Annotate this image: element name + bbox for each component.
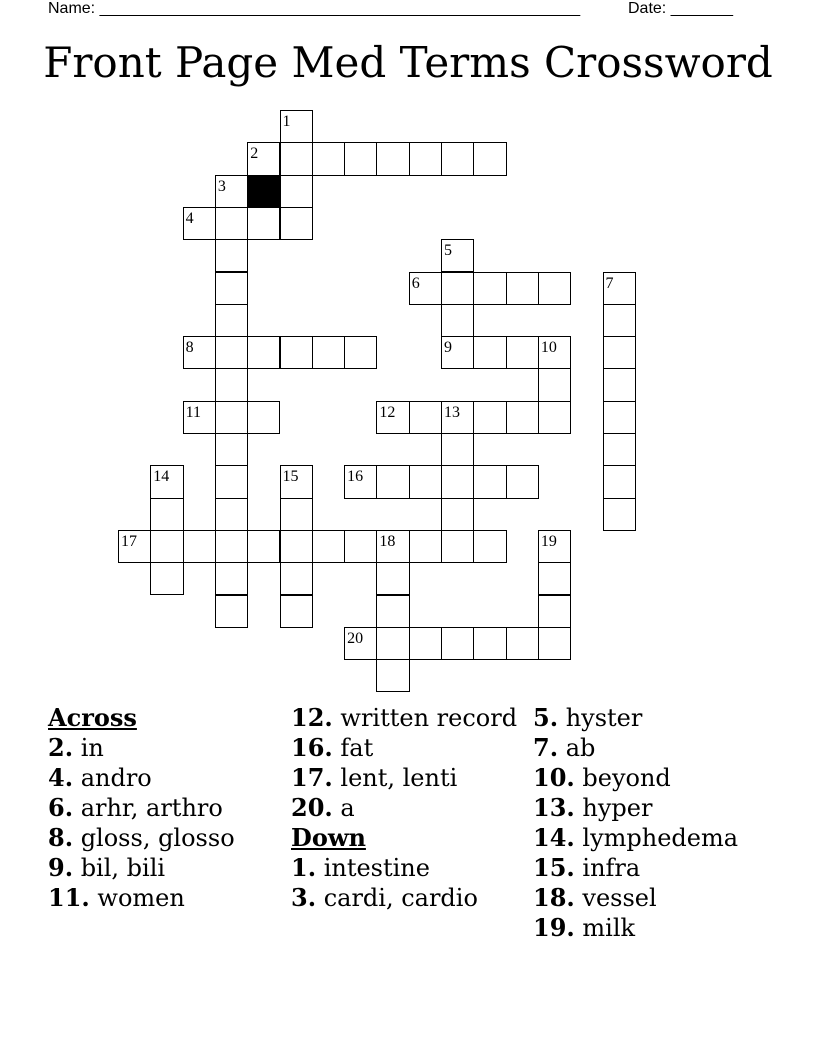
clue-number: 14. <box>533 823 575 852</box>
clue-item <box>291 853 531 883</box>
grid-cell[interactable] <box>215 401 248 434</box>
clue-item <box>291 703 531 733</box>
grid-cell[interactable] <box>441 272 474 305</box>
grid-cell[interactable] <box>280 530 313 563</box>
clue-number: 1. <box>291 853 317 882</box>
clue-number: 4. <box>48 763 74 792</box>
clue-item <box>533 823 813 853</box>
clue-number: 17. <box>291 763 333 792</box>
clue-text: lymphedema <box>574 824 739 852</box>
clue-number: 5. <box>533 703 559 732</box>
clue-number: 20. <box>291 793 333 822</box>
clue-number: 7. <box>533 733 559 762</box>
grid-cell[interactable] <box>150 530 183 563</box>
grid-cell[interactable] <box>376 142 409 175</box>
grid-cell[interactable] <box>473 272 506 305</box>
clue-number: 2. <box>48 733 74 762</box>
grid-cell[interactable] <box>538 627 571 660</box>
grid-cell[interactable] <box>215 272 248 305</box>
cell-number: 12 <box>379 403 396 421</box>
grid-cell[interactable] <box>441 304 474 337</box>
clue-number: 8. <box>48 823 74 852</box>
clue-item <box>48 823 288 853</box>
clue-text: vessel <box>574 884 657 912</box>
grid-cell[interactable] <box>506 336 539 369</box>
grid-cell[interactable] <box>441 530 474 563</box>
grid-cell[interactable] <box>409 530 442 563</box>
clue-heading: Across <box>48 703 137 732</box>
grid-cell[interactable] <box>215 433 248 466</box>
grid-cell[interactable] <box>280 142 313 175</box>
grid-cell[interactable] <box>603 465 636 498</box>
clue-item <box>48 883 288 913</box>
grid-cell[interactable] <box>409 142 442 175</box>
grid-cell[interactable] <box>473 627 506 660</box>
clue-text: hyper <box>574 794 653 822</box>
grid-cell[interactable] <box>473 142 506 175</box>
cell-number: 10 <box>540 339 557 357</box>
clue-text: intestine <box>316 854 430 882</box>
grid-cell[interactable] <box>215 336 248 369</box>
grid-cell[interactable] <box>603 304 636 337</box>
grid-cell[interactable] <box>280 175 313 208</box>
clue-text: written record <box>332 704 518 732</box>
grid-cell[interactable] <box>538 562 571 595</box>
cell-number: 7 <box>605 274 614 292</box>
cell-number: 5 <box>444 242 452 260</box>
grid-cell[interactable] <box>409 465 442 498</box>
grid-cell[interactable] <box>409 627 442 660</box>
clue-number: 3. <box>291 883 317 912</box>
grid-cell[interactable] <box>441 465 474 498</box>
clue-text: andro <box>73 764 152 792</box>
page-title: Front Page Med Terms Crossword <box>43 38 773 87</box>
cell-number: 16 <box>347 468 364 486</box>
clue-number: 18. <box>533 883 575 912</box>
name-field[interactable]: Name: ______________________________________________________ <box>48 0 581 17</box>
grid-cell[interactable] <box>506 401 539 434</box>
clue-item <box>533 763 813 793</box>
clue-text: infra <box>574 854 641 882</box>
clue-item <box>533 733 813 763</box>
black-square <box>247 175 280 208</box>
grid-cell[interactable] <box>538 401 571 434</box>
clue-column-2 <box>291 703 531 913</box>
clue-number: 13. <box>533 793 575 822</box>
grid-cell[interactable] <box>344 336 377 369</box>
grid-cell[interactable] <box>473 530 506 563</box>
cell-number: 13 <box>444 403 460 421</box>
cell-number: 17 <box>121 532 137 550</box>
clue-item <box>48 733 288 763</box>
clue-number: 15. <box>533 853 575 882</box>
grid-cell[interactable] <box>538 368 571 401</box>
cell-number: 14 <box>153 468 170 486</box>
cell-number: 4 <box>185 209 194 227</box>
grid-cell[interactable] <box>247 207 280 240</box>
cell-number: 6 <box>411 274 420 292</box>
grid-cell[interactable] <box>409 401 442 434</box>
clue-text: bil, bili <box>73 854 166 882</box>
grid-cell[interactable] <box>603 433 636 466</box>
cell-number: 18 <box>379 532 396 550</box>
clue-text: arhr, arthro <box>73 794 223 822</box>
clue-item <box>48 853 288 883</box>
grid-cell[interactable] <box>506 465 539 498</box>
grid-cell[interactable] <box>312 336 345 369</box>
date-field[interactable]: Date: _______ <box>628 0 733 17</box>
grid-cell[interactable] <box>280 498 313 531</box>
cell-number: 3 <box>217 177 226 195</box>
grid-cell[interactable] <box>441 498 474 531</box>
grid-cell[interactable] <box>215 498 248 531</box>
grid-cell[interactable] <box>376 659 409 692</box>
clue-item <box>533 793 813 823</box>
grid-cell[interactable] <box>538 595 571 628</box>
grid-cell[interactable] <box>247 401 280 434</box>
grid-cell[interactable] <box>344 142 377 175</box>
cell-number: 20 <box>347 629 364 647</box>
grid-cell[interactable] <box>603 401 636 434</box>
grid-cell[interactable] <box>441 142 474 175</box>
grid-cell[interactable] <box>280 336 313 369</box>
clue-heading: Down <box>291 823 366 852</box>
grid-cell[interactable] <box>603 368 636 401</box>
clue-text: women <box>89 884 185 912</box>
cell-number: 19 <box>540 532 557 550</box>
grid-cell[interactable] <box>312 530 345 563</box>
clue-text: cardi, cardio <box>316 884 478 912</box>
clue-number: 11. <box>48 883 90 912</box>
grid-cell[interactable] <box>183 530 216 563</box>
clue-item <box>291 763 531 793</box>
clue-text: gloss, glosso <box>73 824 235 852</box>
grid-cell[interactable] <box>215 562 248 595</box>
grid-cell[interactable] <box>603 498 636 531</box>
grid-cell[interactable] <box>506 272 539 305</box>
clue-text: lent, lenti <box>332 764 458 792</box>
cell-number: 2 <box>250 145 259 163</box>
clue-item <box>48 793 288 823</box>
grid-cell[interactable] <box>215 368 248 401</box>
clue-number: 6. <box>48 793 74 822</box>
grid-cell[interactable] <box>376 465 409 498</box>
clue-item <box>291 793 531 823</box>
cell-number: 15 <box>282 468 299 486</box>
clue-text: beyond <box>574 764 671 792</box>
grid-cell[interactable] <box>247 530 280 563</box>
grid-cell[interactable] <box>215 465 248 498</box>
cell-number: 11 <box>185 403 201 421</box>
grid-cell[interactable] <box>280 207 313 240</box>
clue-item <box>533 913 813 943</box>
grid-cell[interactable] <box>376 627 409 660</box>
clue-item <box>533 883 813 913</box>
grid-cell[interactable] <box>280 562 313 595</box>
clue-number: 12. <box>291 703 333 732</box>
grid-cell[interactable] <box>247 336 280 369</box>
clue-number: 19. <box>533 913 575 942</box>
grid-cell[interactable] <box>215 239 248 272</box>
clue-column-1 <box>48 703 288 913</box>
clue-text: milk <box>574 914 636 942</box>
grid-cell[interactable] <box>215 530 248 563</box>
grid-cell[interactable] <box>215 207 248 240</box>
cell-number: 9 <box>444 339 452 357</box>
grid-cell[interactable] <box>506 627 539 660</box>
clue-item <box>291 733 531 763</box>
grid-cell[interactable] <box>280 595 313 628</box>
clue-item <box>533 853 813 883</box>
grid-cell[interactable] <box>150 562 183 595</box>
cell-number: 8 <box>185 339 194 357</box>
grid-cell[interactable] <box>215 304 248 337</box>
grid-cell[interactable] <box>473 465 506 498</box>
clue-number: 9. <box>48 853 74 882</box>
clue-text: hyster <box>558 704 643 732</box>
clue-item <box>533 703 813 733</box>
grid-cell[interactable] <box>344 530 377 563</box>
grid-cell[interactable] <box>376 595 409 628</box>
clue-column-3 <box>533 703 813 943</box>
clue-item <box>48 763 288 793</box>
grid-cell[interactable] <box>473 401 506 434</box>
grid-cell[interactable] <box>441 627 474 660</box>
grid-cell[interactable] <box>150 498 183 531</box>
clue-number: 10. <box>533 763 575 792</box>
grid-cell[interactable] <box>603 336 636 369</box>
clue-item <box>291 883 531 913</box>
grid-cell[interactable] <box>538 272 571 305</box>
clue-text: a <box>332 794 355 822</box>
grid-cell[interactable] <box>215 595 248 628</box>
grid-cell[interactable] <box>473 336 506 369</box>
grid-cell[interactable] <box>312 142 345 175</box>
grid-cell[interactable] <box>376 562 409 595</box>
clue-text: in <box>73 734 104 762</box>
clue-text: fat <box>332 734 374 762</box>
clue-text: ab <box>558 734 596 762</box>
grid-cell[interactable] <box>441 433 474 466</box>
clue-number: 16. <box>291 733 333 762</box>
cell-number: 1 <box>282 113 291 130</box>
